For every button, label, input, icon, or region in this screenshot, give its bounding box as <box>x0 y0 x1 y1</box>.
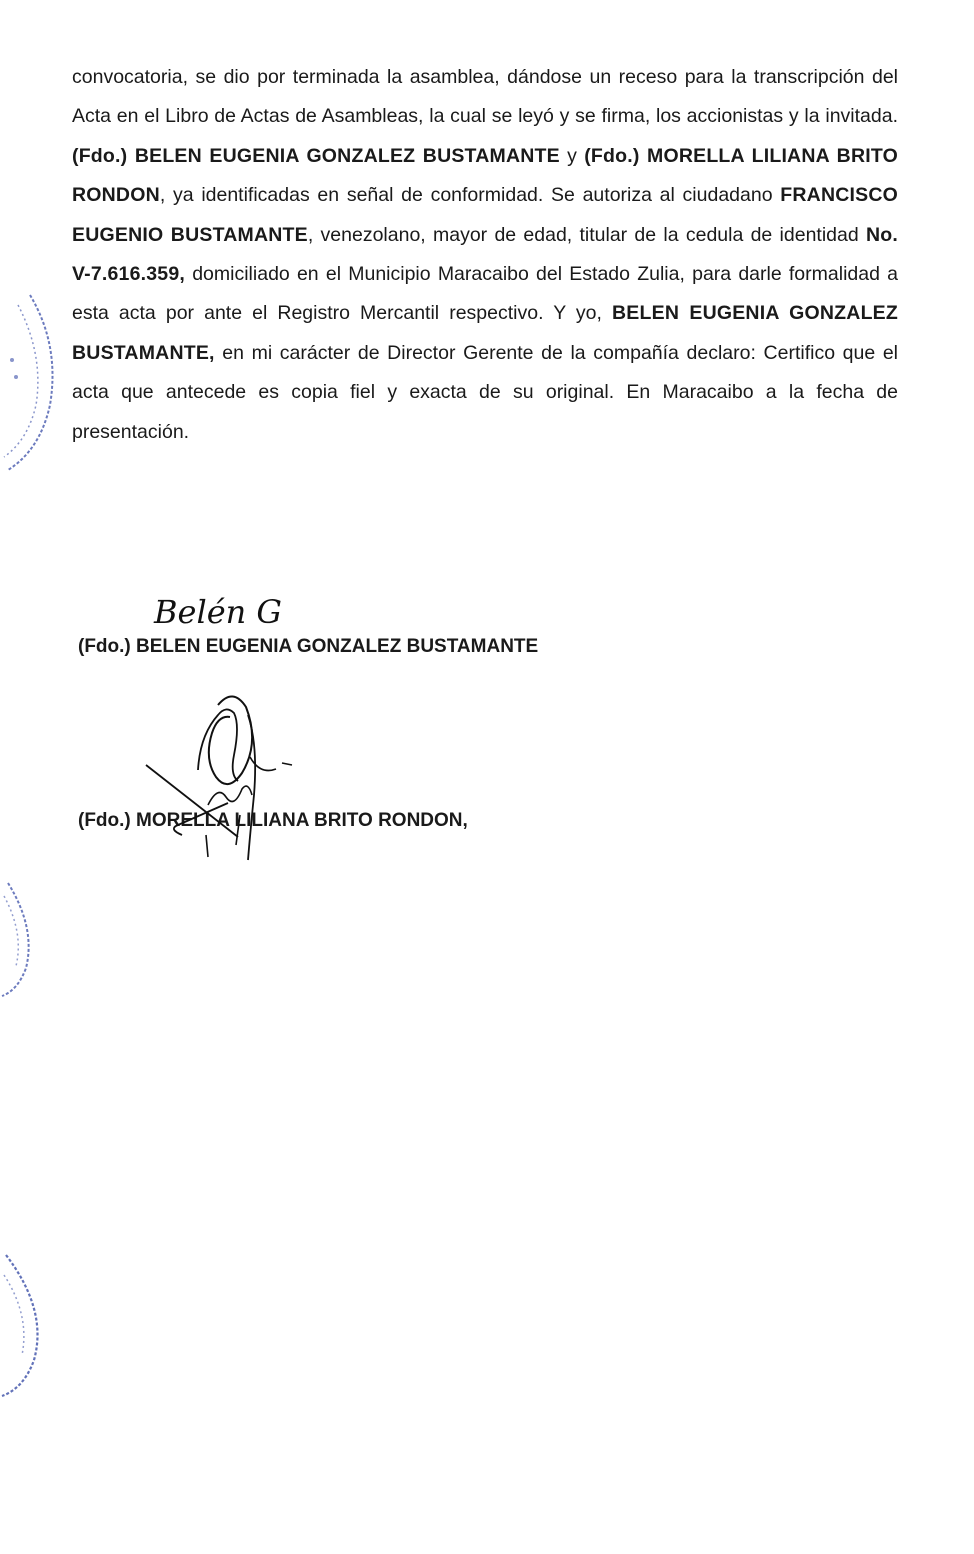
text-run: en mi carácter de Director Gerente de la compañía declaro: Certifico que el acta que antecede es copia fiel y exacta de su original. En Maracaibo a la fecha de presentación. <box>72 341 898 443</box>
text-run: y <box>559 144 585 167</box>
bold-text-run: (Fdo.) BELEN EUGENIA GONZALEZ BUSTAMANTE <box>72 144 560 167</box>
signature-belen-handwriting <box>150 585 280 635</box>
signature-label-morella: (Fdo.) MORELLA LILIANA BRITO RONDON, <box>78 810 468 831</box>
bold-text-run: FRANCISCO EUGENIO BUSTAMANTE <box>72 184 898 246</box>
body-paragraph <box>72 58 898 452</box>
signature-belen-text: Belén G <box>154 593 282 631</box>
text-run: , venezolano, mayor de edad, titular de la cedula de identidad <box>307 223 866 246</box>
bold-text-run: (Fdo.) MORELLA LILIANA BRITO RONDON <box>72 144 898 207</box>
bold-text-run: BELEN EUGENIA GONZALEZ BUSTAMANTE, <box>72 302 898 364</box>
signature-label-belen: (Fdo.) BELEN EUGENIA GONZALEZ BUSTAMANTE <box>78 636 539 657</box>
text-run: , ya identificadas en señal de conformidad. Se autoriza al ciudadano <box>159 184 781 207</box>
bold-text-run: No. V-7.616.359, <box>72 223 898 286</box>
text-run: convocatoria, se dio por terminada la asamblea, dándose un receso para la transcripción del Acta en el Libro de Actas de Asambleas, la cual se leyó y se firma, los accionistas y la invitada. <box>72 66 898 128</box>
stamp-fragment-top <box>0 285 70 475</box>
stamp-fragment-bottom <box>0 1250 55 1400</box>
signature-block-belen <box>78 636 538 658</box>
stamp-fragment-middle <box>0 878 45 998</box>
text-run: domiciliado en el Municipio Maracaibo del Estado Zulia, para darle formalidad a esta acta por ante el Registro Mercantil respectivo. Y yo, <box>72 263 898 325</box>
signature-morella-scribble <box>138 685 308 865</box>
